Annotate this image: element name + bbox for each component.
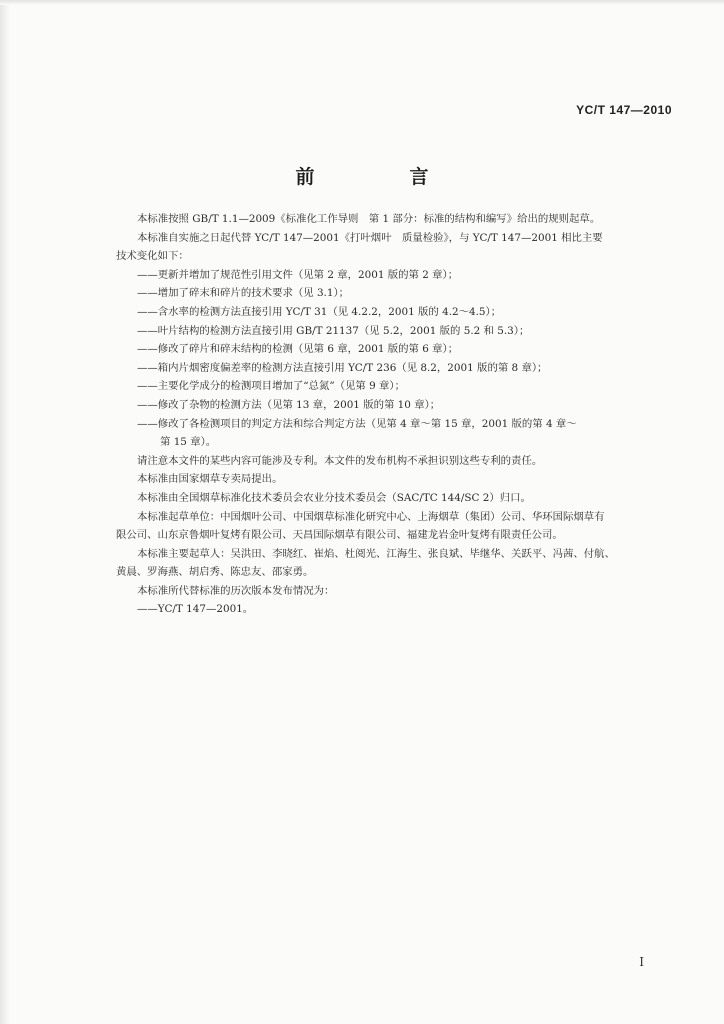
list-item: ——YC/T 147—2001。 xyxy=(137,603,254,616)
paragraph: 本标准起草单位：中国烟叶公司、中国烟草标准化研究中心、上海烟草（集团）公司、华环国际烟草有 xyxy=(137,510,605,523)
page-number: I xyxy=(639,955,644,969)
paragraph: 本标准由国家烟草专卖局提出。 xyxy=(137,473,283,486)
standard-code: YC/T 147—2010 xyxy=(576,103,672,117)
paragraph: 本标准按照 GB/T 1.1—2009《标准化工作导则 第 1 部分：标准的结构和编写》给出的规则起草。 xyxy=(137,213,601,225)
paragraph: 本标准主要起草人：吴洪田、李晓红、崔焰、杜阅光、江海生、张良斌、毕继华、关跃平、冯茜、付航、 xyxy=(137,547,615,560)
paragraph: 请注意本文件的某些内容可能涉及专利。本文件的发布机构不承担识别这些专利的责任。 xyxy=(137,454,543,467)
scan-edge-shadow-left xyxy=(0,0,10,1024)
list-item: ——修改了各检测项目的判定方法和综合判定方法（见第 4 章～第 15 章，2001 版的第 4 章～ xyxy=(137,417,577,430)
list-item: ——增加了碎末和碎片的技术要求（见 3.1）； xyxy=(137,287,350,300)
paragraph: 限公司、山东京鲁烟叶复烤有限公司、天昌国际烟草有限公司、福建龙岩金叶复烤有限责任公司。 xyxy=(116,529,563,542)
scan-edge-shadow-top xyxy=(0,0,724,5)
list-item: ——箱内片烟密度偏差率的检测方法直接引用 YC/T 236（见 8.2，2001 版的第 8 章）； xyxy=(137,361,548,374)
page-title: 前 言 xyxy=(295,166,467,188)
list-item: ——修改了碎片和碎末结构的检测（见第 6 章，2001 版的第 6 章）； xyxy=(137,343,459,356)
list-item: ——主要化学成分的检测项目增加了“总氮”（见第 9 章）； xyxy=(137,380,406,393)
paragraph: 本标准由全国烟草标准化技术委员会农业分技术委员会（SAC/TC 144/SC 2）归口。 xyxy=(137,491,531,504)
list-item: ——更新并增加了规范性引用文件（见第 2 章，2001 版的第 2 章）； xyxy=(137,268,459,281)
list-item-continuation: 第 15 章）。 xyxy=(160,436,217,449)
list-item: ——叶片结构的检测方法直接引用 GB/T 21137（见 5.2，2001 版的 5.2 和 5.3）； xyxy=(137,324,530,337)
list-item: ——修改了杂物的检测方法（见第 13 章，2001 版的第 10 章）； xyxy=(137,398,441,411)
paragraph: 本标准所代替标准的历次版本发布情况为： xyxy=(137,584,335,597)
foreword-body xyxy=(116,210,676,619)
list-item: ——含水率的检测方法直接引用 YC/T 31（见 4.2.2，2001 版的 4.2～4.5）； xyxy=(137,305,502,318)
paragraph: 黄晨、罗海燕、胡启秀、陈忠友、邵家勇。 xyxy=(116,566,314,579)
paragraph: 技术变化如下： xyxy=(116,250,189,263)
paragraph: 本标准自实施之日起代替 YC/T 147—2001《打叶烟叶 质量检验》，与 YC/T 147—2001 相比主要 xyxy=(137,231,603,244)
